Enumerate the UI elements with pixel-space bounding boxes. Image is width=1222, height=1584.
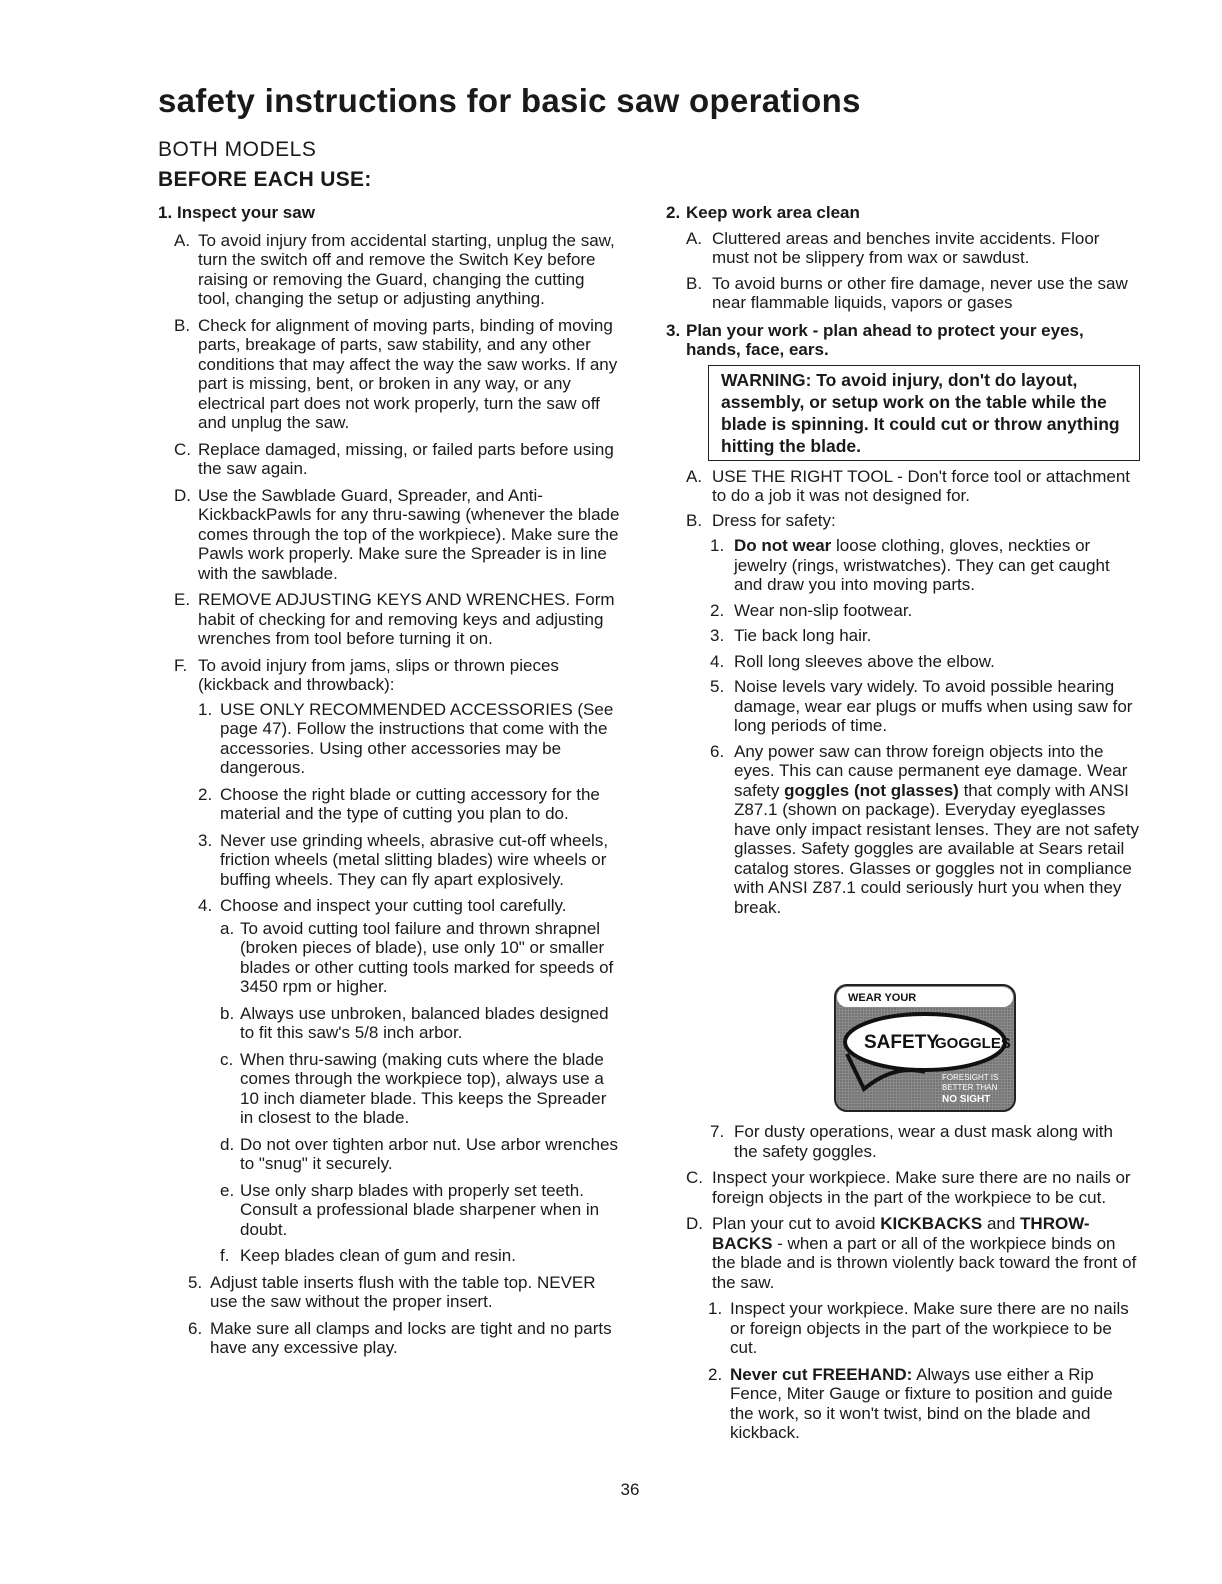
item-3b-4: 4. Roll long sleeves above the elbow. — [710, 651, 995, 671]
item-3b-1: 1. Do not wear loose clothing, gloves, neckties or jewelry (rings, wristwatches). They can get caught and draw you into moving parts. — [710, 536, 1110, 594]
item-3b-6: 6. Any power saw can throw foreign objects into the eyes. This can cause permanent eye damage. Wear safety goggles (not glasses) that comply with ANSI Z87.1 (shown on package). Everyday eyeglasses have only impact resistant lenses. They are not safety glasses. Safety goggles are available at Sears retail catalog stores. Glasses or goggles not in compliance with ANSI Z87.1 could seriously hurt you when they break. — [710, 741, 1140, 917]
heading-both-models: BOTH MODELS — [158, 138, 317, 161]
section-1-heading: 1. Inspect your saw — [158, 203, 315, 222]
logo-word-goggles: GOGGLES — [935, 1035, 1011, 1052]
item-1a: A. To avoid injury from accidental starting, unplug the saw, turn the switch off and remove the Switch Key before raising or removing the Guard, changing the cutting tool, changing the setup or adjusting anything. — [174, 230, 615, 308]
item-3b: B. Dress for safety: — [686, 510, 836, 530]
logo-line1: FORESIGHT IS — [942, 1073, 999, 1082]
logo-word-safety: SAFETY — [864, 1032, 939, 1053]
page-title: safety instructions for basic saw operations — [158, 82, 861, 119]
item-3a: A. USE THE RIGHT TOOL - Don't force tool or attachment to do a job it was not designed for. — [686, 466, 1131, 505]
logo-top-text: WEAR YOUR — [848, 992, 917, 1004]
item-1f-3: 3. Never use grinding wheels, abrasive cut-off wheels, friction wheels (metal slitting blades) wire wheels or buffing wheels. They can fly apart explosively. — [198, 830, 609, 889]
warning-box: WARNING: To avoid injury, don't do layout, assembly, or setup work on the table while the blade is spinning. It could cut or throw anything hitting the blade. — [708, 365, 1140, 461]
safety-goggles-logo — [834, 984, 1016, 1112]
item-2b: B. To avoid burns or other fire damage, never use the saw near flammable liquids, vapors or gases — [686, 273, 1128, 312]
heading-before-each-use: BEFORE EACH USE: — [158, 168, 372, 191]
section-3-heading: 3. Plan your work - plan ahead to protect your eyes, hands, face, ears. — [666, 320, 1084, 359]
item-1f-5: 5. Adjust table inserts flush with the table top. NEVER use the saw without the proper insert. — [188, 1272, 596, 1311]
right-column — [666, 203, 1140, 917]
item-3b-3: 3. Tie back long hair. — [710, 626, 872, 645]
item-2a: A. Cluttered areas and benches invite accidents. Floor must not be slippery from wax or sawdust. — [686, 228, 1100, 267]
item-1f-4: 4. Choose and inspect your cutting tool carefully. — [198, 896, 567, 915]
item-1f-4a: a. To avoid cutting tool failure and thrown shrapnel (broken pieces of blade), use only 10" or smaller blades or other cutting tools marked for speeds of 3450 rpm or higher. — [220, 918, 614, 996]
item-1f-6: 6. Make sure all clamps and locks are tight and no parts have any excessive play. — [188, 1318, 612, 1357]
item-3b-7: 7. For dusty operations, wear a dust mask along with the safety goggles. — [710, 1122, 1113, 1161]
item-3d: D. Plan your cut to avoid KICKBACKS and THROW-BACKS - when a part or all of the workpiece binds on the blade and is thrown violently back toward the front of the saw. — [686, 1214, 1137, 1292]
right-column-lower — [666, 1122, 1140, 1443]
item-1f-2: 2. Choose the right blade or cutting accessory for the material and the type of cutting you plan to do. — [198, 784, 600, 823]
item-1f-4c: c. When thru-sawing (making cuts where the blade comes through the workpiece top), always use a 10 inch diameter blade. This keeps the Spreader in closest to the blade. — [220, 1049, 607, 1127]
item-1d: D. Use the Sawblade Guard, Spreader, and Anti-KickbackPawls for any thru-sawing (whenever the blade comes through the top of the workpiece). Make sure the Pawls work properly. Make sure the Spreader is in line with the sawblade. — [174, 485, 620, 583]
page-number: 36 — [620, 1480, 640, 1499]
item-3d-1: 1. Inspect your workpiece. Make sure there are no nails or foreign objects in the part of the workpiece to be cut. — [708, 1299, 1129, 1357]
item-1f: F. To avoid injury from jams, slips or thrown pieces (kickback and throwback): — [174, 655, 559, 694]
logo-line3: NO SIGHT — [942, 1094, 991, 1105]
item-3c: C. Inspect your workpiece. Make sure there are no nails or foreign objects in the part of the workpiece to be cut. — [686, 1168, 1131, 1207]
item-1e: E. REMOVE ADJUSTING KEYS AND WRENCHES. Form habit of checking for and removing keys and adjusting wrenches from tool before turning it on. — [174, 590, 615, 648]
item-1f-1: 1. USE ONLY RECOMMENDED ACCESSORIES (See page 47). Follow the instructions that come with the accessories. Using other accessories may be dangerous. — [198, 699, 614, 777]
item-3b-5: 5. Noise levels vary widely. To avoid possible hearing damage, wear ear plugs or muffs when using saw for long periods of time. — [710, 677, 1133, 735]
item-1f-4e: e. Use only sharp blades with properly set teeth. Consult a professional blade sharpener when in doubt. — [220, 1180, 600, 1239]
item-1c: C. Replace damaged, missing, or failed parts before using the saw again. — [174, 439, 614, 478]
left-column — [158, 203, 620, 1358]
item-3d-2: 2. Never cut FREEHAND: Always use either a Rip Fence, Miter Gauge or fixture to position and guide the work, so it won't twist, bind on the blade and kickback. — [708, 1364, 1113, 1442]
item-1f-4d: d. Do not over tighten arbor nut. Use arbor wrenches to "snug" it securely. — [220, 1134, 618, 1173]
section-2-heading: 2. Keep work area clean — [666, 203, 860, 222]
item-1f-4f: f. Keep blades clean of gum and resin. — [220, 1246, 516, 1265]
item-1f-4b: b. Always use unbroken, balanced blades designed to fit this saw's 5/8 inch arbor. — [220, 1003, 609, 1042]
item-1b: B. Check for alignment of moving parts, binding of moving parts, breakage of parts, saw stability, and any other conditions that may affect the way the saw works. If any part is missing, bent, or broken in any way, or any electrical part does not work properly, turn the saw off and unplug the saw. — [174, 315, 618, 432]
item-3b-2: 2. Wear non-slip footwear. — [710, 600, 913, 620]
logo-line2: BETTER THAN — [942, 1083, 998, 1092]
